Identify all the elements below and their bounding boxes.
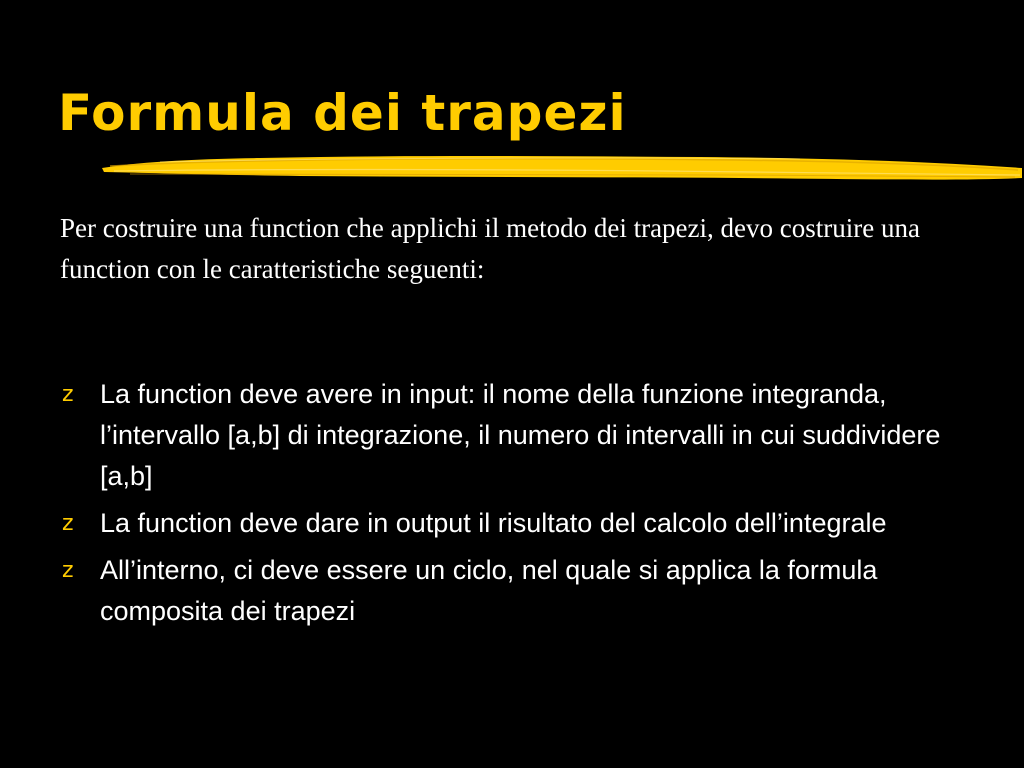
title-underline-brushstroke [100,150,1024,188]
z-bullet-icon: z [62,382,74,407]
slide-title: Formula dei trapezi [58,84,627,142]
z-bullet-icon: z [62,511,74,536]
bullet-list [62,374,982,638]
list-item [62,503,982,544]
z-bullet-icon: z [62,558,74,583]
list-item [62,550,982,632]
list-item [62,374,982,497]
intro-paragraph: Per costruire una function che applichi il metodo dei trapezi, devo costruire una function con le caratteristiche seguenti: [60,213,920,284]
bullet-text: La function deve dare in output il risultato del calcolo dell’integrale [100,508,887,538]
bullet-text: All’interno, ci deve essere un ciclo, nel quale si applica la formula composita dei trapezi [100,555,878,626]
bullet-text: La function deve avere in input: il nome della funzione integranda, l’intervallo [a,b] di integrazione, il numero di intervalli in cui suddividere [a,b] [100,379,941,491]
